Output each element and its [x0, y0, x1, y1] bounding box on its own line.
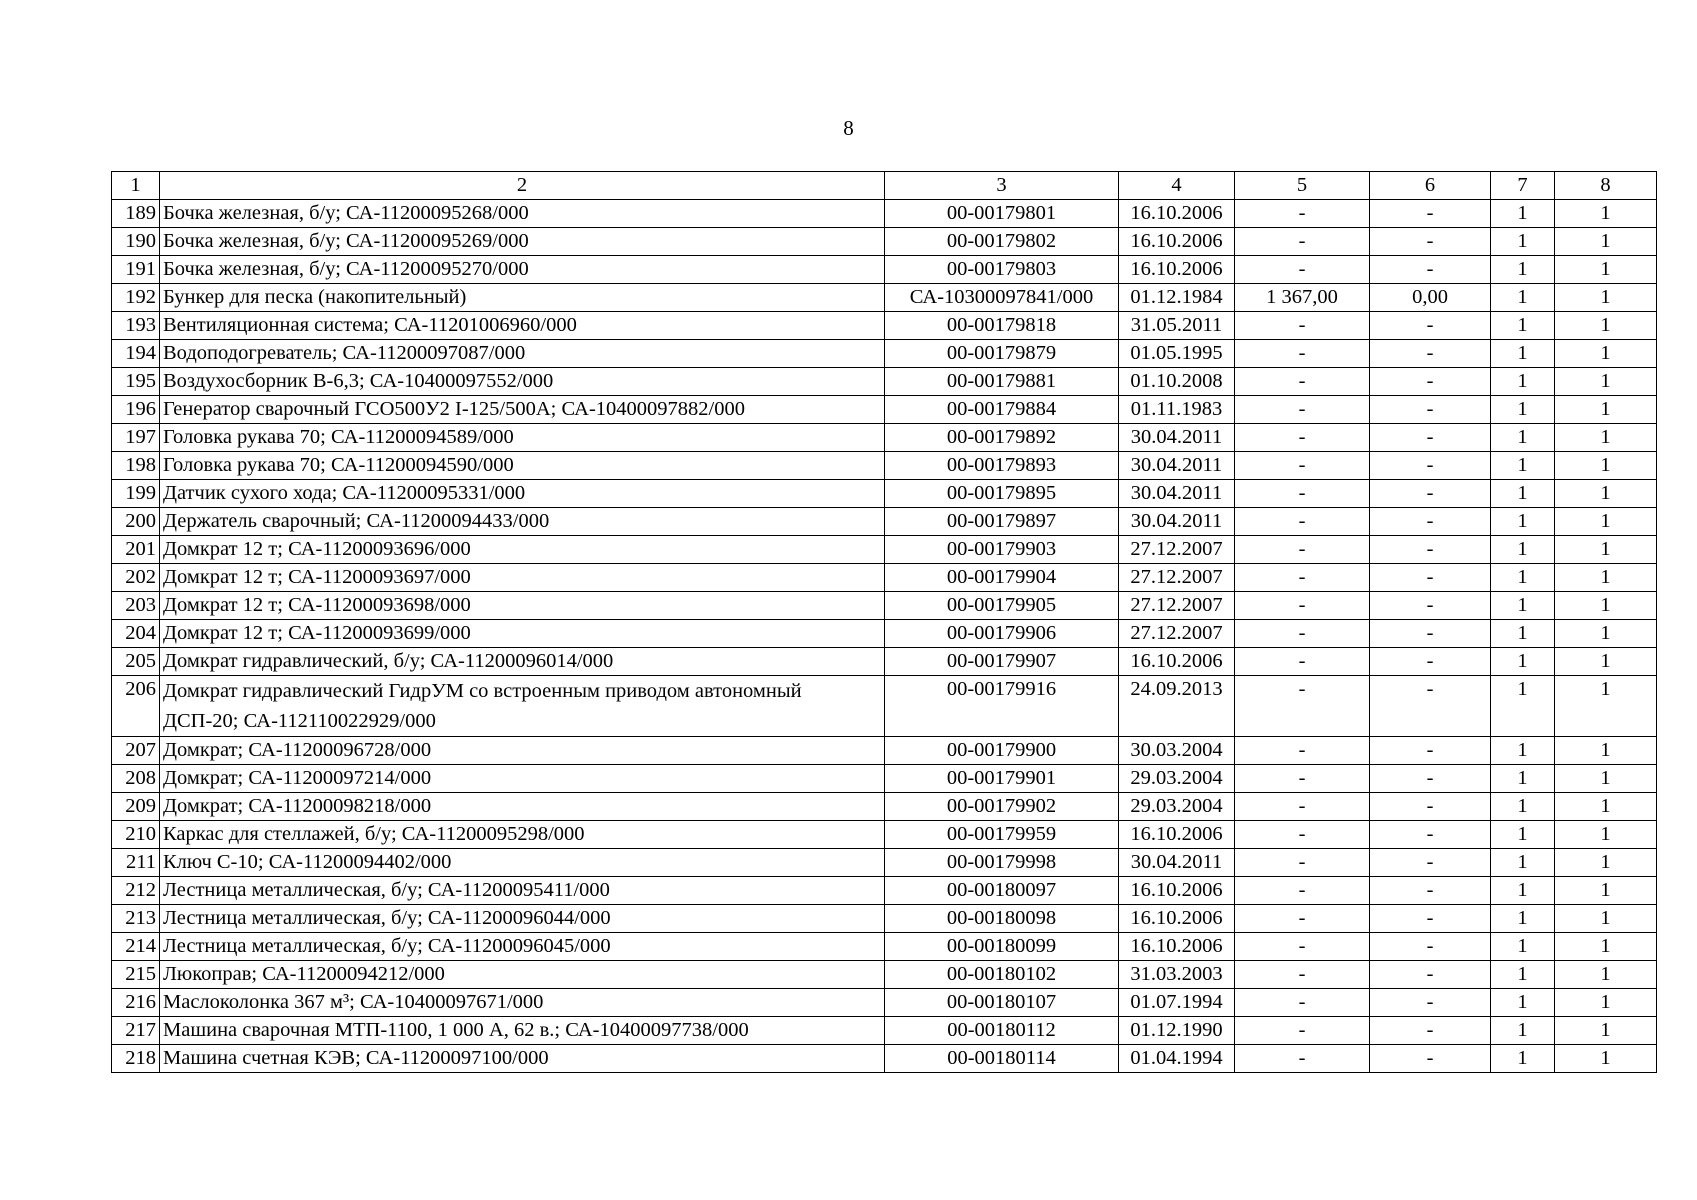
residual-value-cell: - — [1370, 765, 1491, 793]
quantity-cell: 1 — [1491, 452, 1555, 480]
row-number-cell: 203 — [112, 592, 160, 620]
row-number-cell: 213 — [112, 905, 160, 933]
quantity-cell: 1 — [1491, 564, 1555, 592]
quantity-cell: 1 — [1491, 592, 1555, 620]
date-cell: 01.12.1990 — [1119, 1017, 1235, 1045]
quantity-actual-cell: 1 — [1555, 933, 1657, 961]
row-number-cell: 198 — [112, 452, 160, 480]
item-name-cell: Держатель сварочный; СА-11200094433/000 — [160, 508, 885, 536]
row-number-cell: 201 — [112, 536, 160, 564]
quantity-cell: 1 — [1491, 905, 1555, 933]
quantity-cell: 1 — [1491, 793, 1555, 821]
date-cell: 31.03.2003 — [1119, 961, 1235, 989]
residual-value-cell: - — [1370, 228, 1491, 256]
column-header: 3 — [885, 172, 1119, 200]
quantity-actual-cell: 1 — [1555, 648, 1657, 676]
inventory-number-cell: 00-00179907 — [885, 648, 1119, 676]
quantity-cell: 1 — [1491, 536, 1555, 564]
value-cell: - — [1235, 793, 1370, 821]
value-cell: - — [1235, 228, 1370, 256]
value-cell: 1 367,00 — [1235, 284, 1370, 312]
row-number-cell: 215 — [112, 961, 160, 989]
inventory-number-cell: 00-00179802 — [885, 228, 1119, 256]
table-row — [112, 821, 1657, 849]
quantity-cell: 1 — [1491, 737, 1555, 765]
quantity-actual-cell: 1 — [1555, 821, 1657, 849]
quantity-cell: 1 — [1491, 508, 1555, 536]
inventory-number-cell: 00-00179900 — [885, 737, 1119, 765]
quantity-cell: 1 — [1491, 765, 1555, 793]
inventory-number-cell: 00-00180099 — [885, 933, 1119, 961]
quantity-cell: 1 — [1491, 424, 1555, 452]
item-name-cell: Ключ С-10; СА-11200094402/000 — [160, 849, 885, 877]
value-cell: - — [1235, 452, 1370, 480]
table-row — [112, 933, 1657, 961]
inventory-number-cell: 00-00179901 — [885, 765, 1119, 793]
table-row — [112, 452, 1657, 480]
quantity-actual-cell: 1 — [1555, 312, 1657, 340]
value-cell: - — [1235, 564, 1370, 592]
column-header: 1 — [112, 172, 160, 200]
row-number-cell: 195 — [112, 368, 160, 396]
table-row — [112, 1017, 1657, 1045]
quantity-actual-cell: 1 — [1555, 480, 1657, 508]
quantity-actual-cell: 1 — [1555, 620, 1657, 648]
residual-value-cell: - — [1370, 592, 1491, 620]
item-name-cell: Домкрат; СА-11200098218/000 — [160, 793, 885, 821]
quantity-cell: 1 — [1491, 821, 1555, 849]
residual-value-cell: - — [1370, 536, 1491, 564]
quantity-cell: 1 — [1491, 284, 1555, 312]
item-name-cell: Машина счетная КЭВ; СА-11200097100/000 — [160, 1045, 885, 1073]
item-name-cell: Головка рукава 70; СА-11200094590/000 — [160, 452, 885, 480]
item-name-cell: Бочка железная, б/у; СА-11200095270/000 — [160, 256, 885, 284]
table-row — [112, 961, 1657, 989]
inventory-number-cell: 00-00179902 — [885, 793, 1119, 821]
column-header: 8 — [1555, 172, 1657, 200]
quantity-actual-cell: 1 — [1555, 676, 1657, 737]
residual-value-cell: - — [1370, 480, 1491, 508]
quantity-cell: 1 — [1491, 849, 1555, 877]
item-name-cell: Домкрат; СА-11200097214/000 — [160, 765, 885, 793]
table-row — [112, 480, 1657, 508]
table-row — [112, 340, 1657, 368]
value-cell: - — [1235, 256, 1370, 284]
value-cell: - — [1235, 620, 1370, 648]
table-row — [112, 1045, 1657, 1073]
item-name-cell: Маслоколонка 367 м³; СА-10400097671/000 — [160, 989, 885, 1017]
residual-value-cell: - — [1370, 905, 1491, 933]
row-number-cell: 207 — [112, 737, 160, 765]
row-number-cell: 208 — [112, 765, 160, 793]
item-name-cell: Водоподогреватель; СА-11200097087/000 — [160, 340, 885, 368]
residual-value-cell: - — [1370, 620, 1491, 648]
item-name-cell: Домкрат; СА-11200096728/000 — [160, 737, 885, 765]
residual-value-cell: - — [1370, 648, 1491, 676]
value-cell: - — [1235, 592, 1370, 620]
quantity-actual-cell: 1 — [1555, 793, 1657, 821]
value-cell: - — [1235, 1017, 1370, 1045]
value-cell: - — [1235, 905, 1370, 933]
row-number-cell: 217 — [112, 1017, 160, 1045]
residual-value-cell: - — [1370, 396, 1491, 424]
table-row — [112, 737, 1657, 765]
residual-value-cell: - — [1370, 452, 1491, 480]
quantity-actual-cell: 1 — [1555, 536, 1657, 564]
value-cell: - — [1235, 480, 1370, 508]
residual-value-cell: - — [1370, 676, 1491, 737]
date-cell: 27.12.2007 — [1119, 620, 1235, 648]
inventory-number-cell: 00-00179959 — [885, 821, 1119, 849]
quantity-actual-cell: 1 — [1555, 877, 1657, 905]
date-cell: 16.10.2006 — [1119, 877, 1235, 905]
item-name-cell: Домкрат гидравлический, б/у; СА-11200096014/000 — [160, 648, 885, 676]
quantity-cell: 1 — [1491, 933, 1555, 961]
column-header: 5 — [1235, 172, 1370, 200]
item-name-cell: Воздухосборник В-6,3; СА-10400097552/000 — [160, 368, 885, 396]
date-cell: 16.10.2006 — [1119, 933, 1235, 961]
residual-value-cell: - — [1370, 508, 1491, 536]
date-cell: 30.04.2011 — [1119, 508, 1235, 536]
quantity-actual-cell: 1 — [1555, 905, 1657, 933]
date-cell: 24.09.2013 — [1119, 676, 1235, 737]
value-cell: - — [1235, 424, 1370, 452]
date-cell: 16.10.2006 — [1119, 905, 1235, 933]
table-row — [112, 536, 1657, 564]
inventory-number-cell: 00-00179897 — [885, 508, 1119, 536]
residual-value-cell: - — [1370, 424, 1491, 452]
table-row — [112, 592, 1657, 620]
quantity-actual-cell: 1 — [1555, 564, 1657, 592]
row-number-cell: 200 — [112, 508, 160, 536]
date-cell: 31.05.2011 — [1119, 312, 1235, 340]
row-number-cell: 206 — [112, 676, 160, 737]
item-name-cell: Лестница металлическая, б/у; СА-11200096044/000 — [160, 905, 885, 933]
row-number-cell: 204 — [112, 620, 160, 648]
quantity-cell: 1 — [1491, 228, 1555, 256]
quantity-actual-cell: 1 — [1555, 849, 1657, 877]
quantity-actual-cell: 1 — [1555, 989, 1657, 1017]
residual-value-cell: - — [1370, 737, 1491, 765]
residual-value-cell: - — [1370, 793, 1491, 821]
row-number-cell: 218 — [112, 1045, 160, 1073]
item-name-cell: Вентиляционная система; СА-11201006960/000 — [160, 312, 885, 340]
inventory-number-cell: 00-00179881 — [885, 368, 1119, 396]
table-row — [112, 676, 1657, 737]
inventory-number-cell: 00-00179998 — [885, 849, 1119, 877]
quantity-actual-cell: 1 — [1555, 1017, 1657, 1045]
item-name-cell: Домкрат 12 т; СА-11200093696/000 — [160, 536, 885, 564]
value-cell: - — [1235, 737, 1370, 765]
date-cell: 30.04.2011 — [1119, 424, 1235, 452]
row-number-cell: 209 — [112, 793, 160, 821]
date-cell: 29.03.2004 — [1119, 793, 1235, 821]
value-cell: - — [1235, 765, 1370, 793]
inventory-number-cell: 00-00180102 — [885, 961, 1119, 989]
table-row — [112, 200, 1657, 228]
inventory-number-cell: 00-00180107 — [885, 989, 1119, 1017]
value-cell: - — [1235, 648, 1370, 676]
inventory-number-cell: 00-00179903 — [885, 536, 1119, 564]
table-row — [112, 396, 1657, 424]
inventory-number-cell: 00-00179884 — [885, 396, 1119, 424]
item-name-cell: Генератор сварочный ГСО500У2 I-125/500А; СА-10400097882/000 — [160, 396, 885, 424]
item-name-cell: Датчик сухого хода; СА-11200095331/000 — [160, 480, 885, 508]
item-name-cell: Домкрат 12 т; СА-11200093699/000 — [160, 620, 885, 648]
quantity-cell: 1 — [1491, 312, 1555, 340]
quantity-cell: 1 — [1491, 340, 1555, 368]
item-name-cell: Люкоправ; СА-11200094212/000 — [160, 961, 885, 989]
quantity-cell: 1 — [1491, 620, 1555, 648]
row-number-cell: 196 — [112, 396, 160, 424]
residual-value-cell: - — [1370, 368, 1491, 396]
value-cell: - — [1235, 849, 1370, 877]
row-number-cell: 193 — [112, 312, 160, 340]
value-cell: - — [1235, 396, 1370, 424]
table-row — [112, 989, 1657, 1017]
residual-value-cell: - — [1370, 340, 1491, 368]
row-number-cell: 205 — [112, 648, 160, 676]
value-cell: - — [1235, 1045, 1370, 1073]
inventory-number-cell: 00-00180097 — [885, 877, 1119, 905]
column-header: 2 — [160, 172, 885, 200]
inventory-number-cell: 00-00179906 — [885, 620, 1119, 648]
residual-value-cell: - — [1370, 312, 1491, 340]
residual-value-cell: 0,00 — [1370, 284, 1491, 312]
residual-value-cell: - — [1370, 564, 1491, 592]
date-cell: 01.07.1994 — [1119, 989, 1235, 1017]
inventory-number-cell: 00-00179916 — [885, 676, 1119, 737]
table-row — [112, 765, 1657, 793]
row-number-cell: 197 — [112, 424, 160, 452]
quantity-cell: 1 — [1491, 676, 1555, 737]
row-number-cell: 190 — [112, 228, 160, 256]
inventory-number-cell: 00-00179818 — [885, 312, 1119, 340]
quantity-actual-cell: 1 — [1555, 765, 1657, 793]
quantity-cell: 1 — [1491, 877, 1555, 905]
inventory-number-cell: 00-00179892 — [885, 424, 1119, 452]
value-cell: - — [1235, 200, 1370, 228]
date-cell: 01.12.1984 — [1119, 284, 1235, 312]
quantity-cell: 1 — [1491, 961, 1555, 989]
column-header: 6 — [1370, 172, 1491, 200]
date-cell: 29.03.2004 — [1119, 765, 1235, 793]
row-number-cell: 212 — [112, 877, 160, 905]
quantity-actual-cell: 1 — [1555, 256, 1657, 284]
value-cell: - — [1235, 877, 1370, 905]
table-row — [112, 508, 1657, 536]
date-cell: 16.10.2006 — [1119, 648, 1235, 676]
row-number-cell: 191 — [112, 256, 160, 284]
row-number-cell: 199 — [112, 480, 160, 508]
column-header: 7 — [1491, 172, 1555, 200]
quantity-cell: 1 — [1491, 1017, 1555, 1045]
quantity-cell: 1 — [1491, 648, 1555, 676]
table-row — [112, 424, 1657, 452]
table-header-row — [112, 172, 1657, 200]
residual-value-cell: - — [1370, 849, 1491, 877]
row-number-cell: 214 — [112, 933, 160, 961]
residual-value-cell: - — [1370, 933, 1491, 961]
inventory-number-cell: 00-00180098 — [885, 905, 1119, 933]
quantity-cell: 1 — [1491, 368, 1555, 396]
item-name-cell: Домкрат 12 т; СА-11200093697/000 — [160, 564, 885, 592]
value-cell: - — [1235, 676, 1370, 737]
inventory-table — [111, 171, 1657, 1073]
date-cell: 16.10.2006 — [1119, 200, 1235, 228]
date-cell: 16.10.2006 — [1119, 821, 1235, 849]
residual-value-cell: - — [1370, 1045, 1491, 1073]
table-row — [112, 648, 1657, 676]
value-cell: - — [1235, 961, 1370, 989]
inventory-number-cell: 00-00179803 — [885, 256, 1119, 284]
page-number: 8 — [843, 116, 854, 140]
column-header: 4 — [1119, 172, 1235, 200]
table-row — [112, 284, 1657, 312]
row-number-cell: 189 — [112, 200, 160, 228]
residual-value-cell: - — [1370, 256, 1491, 284]
row-number-cell: 211 — [112, 849, 160, 877]
quantity-cell: 1 — [1491, 256, 1555, 284]
table-row — [112, 228, 1657, 256]
quantity-actual-cell: 1 — [1555, 592, 1657, 620]
residual-value-cell: - — [1370, 1017, 1491, 1045]
date-cell: 01.10.2008 — [1119, 368, 1235, 396]
residual-value-cell: - — [1370, 877, 1491, 905]
inventory-number-cell: 00-00179879 — [885, 340, 1119, 368]
table-row — [112, 368, 1657, 396]
residual-value-cell: - — [1370, 989, 1491, 1017]
value-cell: - — [1235, 340, 1370, 368]
inventory-number-cell: 00-00179895 — [885, 480, 1119, 508]
table-row — [112, 256, 1657, 284]
table-row — [112, 849, 1657, 877]
item-name-cell: Лестница металлическая, б/у; СА-11200096045/000 — [160, 933, 885, 961]
date-cell: 01.04.1994 — [1119, 1045, 1235, 1073]
residual-value-cell: - — [1370, 821, 1491, 849]
date-cell: 30.03.2004 — [1119, 737, 1235, 765]
quantity-cell: 1 — [1491, 1045, 1555, 1073]
quantity-actual-cell: 1 — [1555, 508, 1657, 536]
quantity-cell: 1 — [1491, 200, 1555, 228]
date-cell: 16.10.2006 — [1119, 256, 1235, 284]
quantity-actual-cell: 1 — [1555, 284, 1657, 312]
value-cell: - — [1235, 368, 1370, 396]
item-name-cell: Домкрат гидравлический ГидрУМ со встроенным приводом автономный ДСП-20; СА-112110022929/000 — [160, 676, 885, 737]
residual-value-cell: - — [1370, 961, 1491, 989]
date-cell: 01.05.1995 — [1119, 340, 1235, 368]
table-row — [112, 312, 1657, 340]
item-name-cell: Лестница металлическая, б/у; СА-11200095411/000 — [160, 877, 885, 905]
inventory-number-cell: 00-00179801 — [885, 200, 1119, 228]
inventory-number-cell: 00-00179905 — [885, 592, 1119, 620]
row-number-cell: 194 — [112, 340, 160, 368]
date-cell: 27.12.2007 — [1119, 564, 1235, 592]
quantity-actual-cell: 1 — [1555, 737, 1657, 765]
value-cell: - — [1235, 821, 1370, 849]
item-name-cell: Бочка железная, б/у; СА-11200095268/000 — [160, 200, 885, 228]
item-name-cell: Домкрат 12 т; СА-11200093698/000 — [160, 592, 885, 620]
date-cell: 30.04.2011 — [1119, 480, 1235, 508]
value-cell: - — [1235, 933, 1370, 961]
date-cell: 30.04.2011 — [1119, 849, 1235, 877]
inventory-number-cell: СА-10300097841/000 — [885, 284, 1119, 312]
quantity-cell: 1 — [1491, 396, 1555, 424]
row-number-cell: 202 — [112, 564, 160, 592]
inventory-number-cell: 00-00179893 — [885, 452, 1119, 480]
item-name-cell: Головка рукава 70; СА-11200094589/000 — [160, 424, 885, 452]
date-cell: 27.12.2007 — [1119, 536, 1235, 564]
quantity-actual-cell: 1 — [1555, 424, 1657, 452]
item-name-cell: Машина сварочная МТП-1100, 1 000 А, 62 в.; СА-10400097738/000 — [160, 1017, 885, 1045]
row-number-cell: 192 — [112, 284, 160, 312]
item-name-cell: Бочка железная, б/у; СА-11200095269/000 — [160, 228, 885, 256]
date-cell: 27.12.2007 — [1119, 592, 1235, 620]
quantity-actual-cell: 1 — [1555, 368, 1657, 396]
quantity-actual-cell: 1 — [1555, 340, 1657, 368]
table-row — [112, 877, 1657, 905]
row-number-cell: 216 — [112, 989, 160, 1017]
table-row — [112, 793, 1657, 821]
quantity-cell: 1 — [1491, 989, 1555, 1017]
quantity-actual-cell: 1 — [1555, 396, 1657, 424]
quantity-actual-cell: 1 — [1555, 200, 1657, 228]
item-name-cell: Бункер для песка (накопительный) — [160, 284, 885, 312]
row-number-cell: 210 — [112, 821, 160, 849]
value-cell: - — [1235, 508, 1370, 536]
inventory-number-cell: 00-00180114 — [885, 1045, 1119, 1073]
inventory-number-cell: 00-00179904 — [885, 564, 1119, 592]
date-cell: 01.11.1983 — [1119, 396, 1235, 424]
date-cell: 30.04.2011 — [1119, 452, 1235, 480]
item-name-cell: Каркас для стеллажей, б/у; СА-11200095298/000 — [160, 821, 885, 849]
table-row — [112, 564, 1657, 592]
quantity-actual-cell: 1 — [1555, 961, 1657, 989]
inventory-number-cell: 00-00180112 — [885, 1017, 1119, 1045]
quantity-actual-cell: 1 — [1555, 228, 1657, 256]
date-cell: 16.10.2006 — [1119, 228, 1235, 256]
table-row — [112, 905, 1657, 933]
value-cell: - — [1235, 536, 1370, 564]
residual-value-cell: - — [1370, 200, 1491, 228]
quantity-cell: 1 — [1491, 480, 1555, 508]
quantity-actual-cell: 1 — [1555, 452, 1657, 480]
quantity-actual-cell: 1 — [1555, 1045, 1657, 1073]
table-row — [112, 620, 1657, 648]
value-cell: - — [1235, 989, 1370, 1017]
value-cell: - — [1235, 312, 1370, 340]
